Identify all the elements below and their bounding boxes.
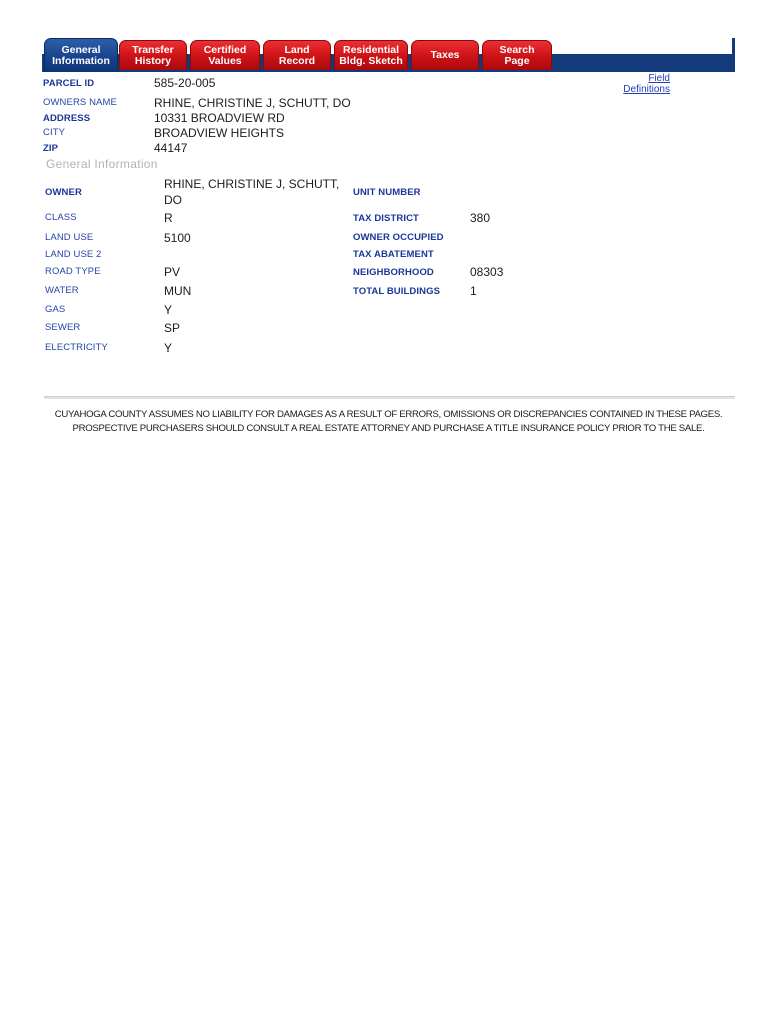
tab-certified-values[interactable] <box>190 40 260 70</box>
owners-name-label: OWNERS NAME <box>43 97 117 108</box>
unit-number-label: UNIT NUMBER <box>353 187 421 198</box>
owners-name-value: RHINE, CHRISTINE J, SCHUTT, DO <box>154 96 351 110</box>
tab-label-line1: Certified <box>203 43 247 56</box>
neighborhood-value: 08303 <box>470 265 504 279</box>
tab-label-line2: Values <box>208 54 242 67</box>
footer-divider <box>44 396 735 399</box>
parcel-id-value: 585-20-005 <box>154 76 216 90</box>
tab-general-information[interactable] <box>44 38 118 72</box>
tab-label-line2: Information <box>52 54 110 67</box>
electricity-label: ELECTRICITY <box>45 342 108 353</box>
tax-district-value: 380 <box>470 211 491 225</box>
total-buildings-label: TOTAL BUILDINGS <box>353 286 440 297</box>
zip-value: 44147 <box>154 141 188 155</box>
land-use-value: 5100 <box>164 231 191 245</box>
zip-label: ZIP <box>43 143 59 154</box>
tab-transfer-history[interactable] <box>119 40 187 70</box>
tab-search-page[interactable] <box>482 40 552 70</box>
class-label: CLASS <box>45 212 77 223</box>
tab-label-line1: Residential <box>342 43 400 56</box>
tab-label-line2: Bldg. Sketch <box>339 54 403 67</box>
class-value: R <box>164 211 173 225</box>
tab-residential-bldg-sketch[interactable] <box>334 40 408 70</box>
gas-value: Y <box>164 303 173 317</box>
tab-label-line1: Taxes <box>430 49 460 61</box>
water-value: MUN <box>164 284 192 298</box>
owner-occupied-label: OWNER OCCUPIED <box>353 232 444 243</box>
section-title: General Information <box>46 157 158 171</box>
land-use-label: LAND USE <box>45 232 94 243</box>
neighborhood-label: NEIGHBORHOOD <box>353 267 434 278</box>
road-type-value: PV <box>164 265 181 279</box>
liability-disclaimer: CUYAHOGA COUNTY ASSUMES NO LIABILITY FOR DAMAGES AS A RESULT OF ERRORS, OMISSIONS OR DISCREPANCIES CONTAINED IN THESE PAGES. PROSPECTIVE PURCHASERS SHOULD CONSULT A REAL ESTATE ATTORNEY AND PURCHASE A TITLE INSURANCE POLICY PRIOR TO THE SALE. <box>54 409 723 434</box>
owner-label: OWNER <box>45 187 82 198</box>
owner-value-line1: RHINE, CHRISTINE J, SCHUTT, <box>164 177 340 191</box>
tab-label-line1: Land <box>284 43 310 56</box>
tab-label-line1: General <box>61 43 101 56</box>
road-type-label: ROAD TYPE <box>45 266 101 277</box>
tab-bar <box>42 38 735 72</box>
city-label: CITY <box>43 127 66 138</box>
water-label: WATER <box>45 285 79 296</box>
total-buildings-value: 1 <box>470 284 477 298</box>
owner-value-line2: DO <box>164 193 182 207</box>
tax-district-label: TAX DISTRICT <box>353 213 419 224</box>
tab-label-line2: History <box>134 54 172 67</box>
sewer-value: SP <box>164 321 181 335</box>
field-definitions-line2: Definitions <box>623 84 670 95</box>
tab-label-line2: Record <box>278 54 316 67</box>
gas-label: GAS <box>45 304 66 315</box>
city-value: BROADVIEW HEIGHTS <box>154 126 285 140</box>
tab-bar-endcap <box>732 38 735 72</box>
tab-land-record[interactable] <box>263 40 331 70</box>
land-use-2-label: LAND USE 2 <box>45 249 102 260</box>
sewer-label: SEWER <box>45 322 81 333</box>
parcel-id-label: PARCEL ID <box>43 78 95 89</box>
tab-label-line1: Transfer <box>132 43 174 56</box>
tab-label-line1: Search <box>499 43 535 56</box>
tax-abatement-label: TAX ABATEMENT <box>353 249 434 260</box>
tab-taxes[interactable] <box>411 40 479 70</box>
address-value: 10331 BROADVIEW RD <box>154 111 285 125</box>
tab-label-line2: Page <box>504 54 530 67</box>
field-definitions-line1: Field <box>648 73 670 84</box>
field-definitions-link[interactable] <box>623 73 670 95</box>
electricity-value: Y <box>164 341 173 355</box>
address-label: ADDRESS <box>43 113 91 124</box>
